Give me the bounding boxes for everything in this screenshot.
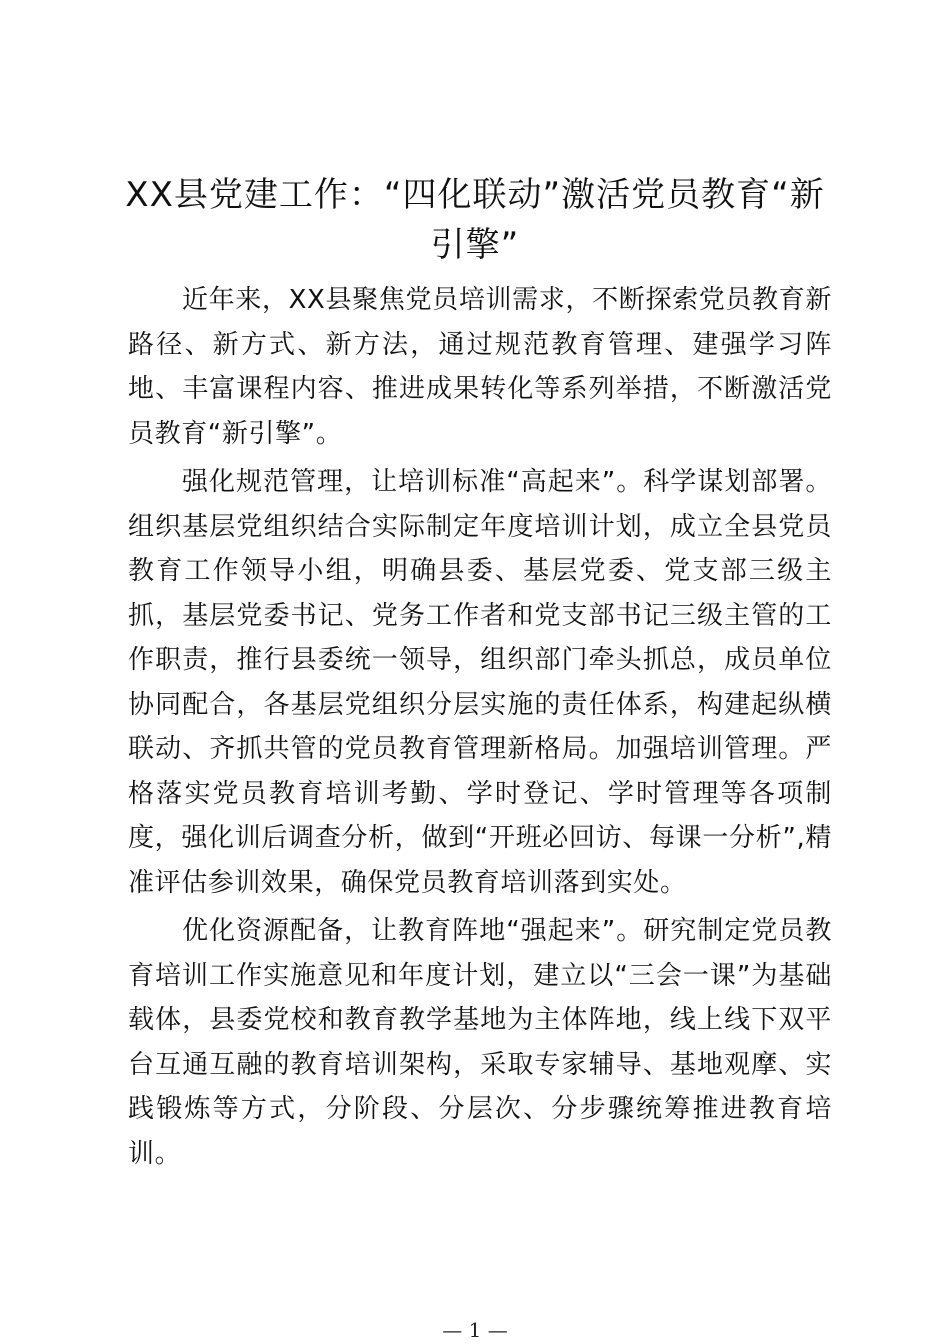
paragraph-management: 强化规范管理，让培训标准“高起来”。科学谋划部署。组织基层党组织结合实际制定年度培训计划，成立全县党员教育工作领导小组，明确县委、基层党委、党支部三级主抓，基层党委书记、党务工作者和党支部书记三级主管的工作职责，推行县委统一领导，组织部门牵头抓总，成员单位协同配合，各基层党组织分层实施的责任体系，构建起纵横联动、齐抓共管的党员教育管理新格局。加强培训管理。严格落实党员教育培训考勤、学时登记、学时管理等各项制度，强化训后调查分析，做到“开班必回访、每课一分析”,精准评估参训效果，确保党员教育培训落到实处。 bbox=[128, 467, 832, 898]
document-body bbox=[128, 278, 832, 1180]
paragraph-intro: 近年来，XX县聚焦党员培训需求，不断探索党员教育新路径、新方式、新方法，通过规范教育管理、建强学习阵地、丰富课程内容、推进成果转化等系列举措，不断激活党员教育“新引擎”。 bbox=[128, 285, 832, 449]
paragraph-resources: 优化资源配备，让教育阵地“强起来”。研究制定党员教育培训工作实施意见和年度计划，建立以“三会一课”为基础载体，县委党校和教育教学基地为主体阵地，线上线下双平台互通互融的教育培训架构，采取专家辅导、基地观摩、实践锻炼等方式，分阶段、分层次、分步骤统筹推进教育培训。 bbox=[128, 916, 832, 1169]
page-number: — 1 — bbox=[442, 1318, 508, 1342]
document-title: XX县党建工作：“四化联动”激活党员教育“新引擎” bbox=[125, 175, 825, 265]
